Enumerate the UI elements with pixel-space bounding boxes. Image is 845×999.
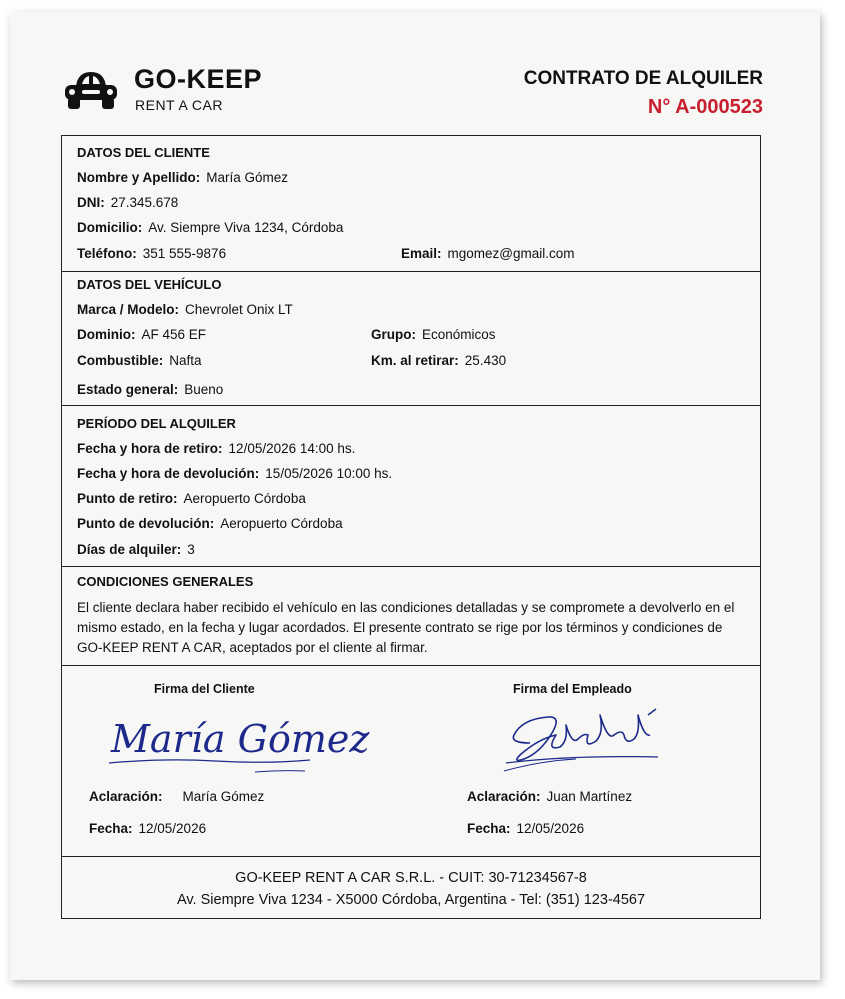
employee-date-value: 12/05/2026 — [516, 821, 585, 836]
vehicle-model-value: Chevrolet Onix LT — [185, 302, 293, 317]
car-logo-icon — [62, 66, 120, 112]
client-date-value: 12/05/2026 — [138, 821, 207, 836]
employee-clarification-field — [467, 789, 632, 804]
vehicle-km-label: Km. al retirar: — [371, 353, 459, 368]
client-date-field — [89, 821, 206, 836]
client-signature — [105, 700, 370, 782]
client-name-label: Nombre y Apellido: — [77, 170, 201, 185]
client-address-field — [77, 220, 343, 235]
vehicle-plate-label: Dominio: — [77, 327, 136, 342]
vehicle-km-value: 25.430 — [464, 353, 507, 368]
vehicle-plate-value: AF 456 EF — [141, 327, 207, 342]
client-address-value: Av. Siempre Viva 1234, Córdoba — [148, 220, 344, 235]
vehicle-model-field — [77, 302, 293, 317]
client-email-field — [401, 246, 575, 261]
vehicle-group-label: Grupo: — [371, 327, 416, 342]
return-datetime-label: Fecha y hora de devolución: — [77, 466, 260, 481]
pickup-place-value: Aeropuerto Córdoba — [183, 491, 306, 506]
document-number: N° A-000523 — [647, 96, 763, 118]
employee-date-field — [467, 821, 584, 836]
brand-subtitle: RENT A CAR — [135, 97, 223, 113]
vehicle-fuel-label: Combustible: — [77, 353, 164, 368]
vehicle-model-label: Marca / Modelo: — [77, 302, 180, 317]
client-clarification-label: Aclaración: — [89, 789, 163, 804]
return-place-value: Aeropuerto Córdoba — [220, 516, 343, 531]
section-divider — [61, 405, 761, 406]
conditions-section-title: CONDICIONES GENERALES — [77, 574, 254, 589]
pickup-place-label: Punto de retiro: — [77, 491, 178, 506]
vehicle-group-value: Económicos — [422, 327, 496, 342]
footer-company-line: GO-KEEP RENT A CAR S.R.L. - CUIT: 30-71234567-8 — [235, 870, 587, 886]
rental-days-value: 3 — [187, 542, 195, 557]
employee-date-label: Fecha: — [467, 821, 511, 836]
client-phone-label: Teléfono: — [77, 246, 137, 261]
vehicle-fuel-field — [77, 353, 202, 368]
client-dni-label: DNI: — [77, 195, 105, 210]
conditions-text: El cliente declara haber recibido el vehículo en las condiciones detalladas y se compromete a devolverlo en el mismo estado, en la fecha y lugar acordados. El presente contrato se rige por los términos y condiciones de GO-KEEP RENT A CAR, aceptados por el cliente al firmar. — [77, 600, 735, 655]
vehicle-km-field — [371, 353, 506, 368]
return-place-label: Punto de devolución: — [77, 516, 215, 531]
client-dni-field — [77, 195, 178, 210]
section-divider — [61, 856, 761, 857]
rental-days-label: Días de alquiler: — [77, 542, 182, 557]
client-phone-field — [77, 246, 226, 261]
vehicle-section-title: DATOS DEL VEHÍCULO — [77, 277, 222, 292]
client-email-label: Email: — [401, 246, 442, 261]
section-divider — [61, 665, 761, 666]
vehicle-condition-label: Estado general: — [77, 382, 179, 397]
return-datetime-field — [77, 466, 392, 481]
vehicle-plate-field — [77, 327, 206, 342]
client-date-label: Fecha: — [89, 821, 133, 836]
section-divider — [61, 271, 761, 272]
employee-signature — [500, 705, 665, 780]
client-clarification-value: María Gómez — [182, 789, 265, 804]
vehicle-condition-value: Bueno — [184, 382, 224, 397]
vehicle-fuel-value: Nafta — [169, 353, 202, 368]
pickup-place-field — [77, 491, 306, 506]
client-dni-value: 27.345.678 — [110, 195, 179, 210]
client-name-value: María Gómez — [206, 170, 289, 185]
return-datetime-value: 15/05/2026 10:00 hs. — [265, 466, 393, 481]
client-signature-title: Firma del Cliente — [154, 682, 255, 696]
pickup-datetime-label: Fecha y hora de retiro: — [77, 441, 223, 456]
client-clarification-field — [89, 789, 264, 804]
pickup-datetime-field — [77, 441, 355, 456]
employee-clarification-label: Aclaración: — [467, 789, 541, 804]
section-divider — [61, 566, 761, 567]
vehicle-group-field — [371, 327, 496, 342]
return-place-field — [77, 516, 343, 531]
vehicle-condition-field — [77, 382, 223, 397]
rental-days-field — [77, 542, 195, 557]
client-section-title: DATOS DEL CLIENTE — [77, 145, 210, 160]
pickup-datetime-value: 12/05/2026 14:00 hs. — [228, 441, 356, 456]
document-title: CONTRATO DE ALQUILER — [523, 68, 763, 89]
brand-name: GO-KEEP — [134, 64, 263, 94]
client-address-label: Domicilio: — [77, 220, 143, 235]
svg-text:María Gómez: María Gómez — [111, 717, 370, 761]
footer-address-line: Av. Siempre Viva 1234 - X5000 Córdoba, Argentina - Tel: (351) 123-4567 — [176, 892, 646, 908]
period-section-title: PERÍODO DEL ALQUILER — [77, 416, 236, 431]
employee-signature-title: Firma del Empleado — [513, 682, 632, 696]
client-name-field — [77, 170, 288, 185]
client-phone-value: 351 555-9876 — [142, 246, 227, 261]
client-email-value: mgomez@gmail.com — [447, 246, 575, 261]
employee-clarification-value: Juan Martínez — [546, 789, 633, 804]
